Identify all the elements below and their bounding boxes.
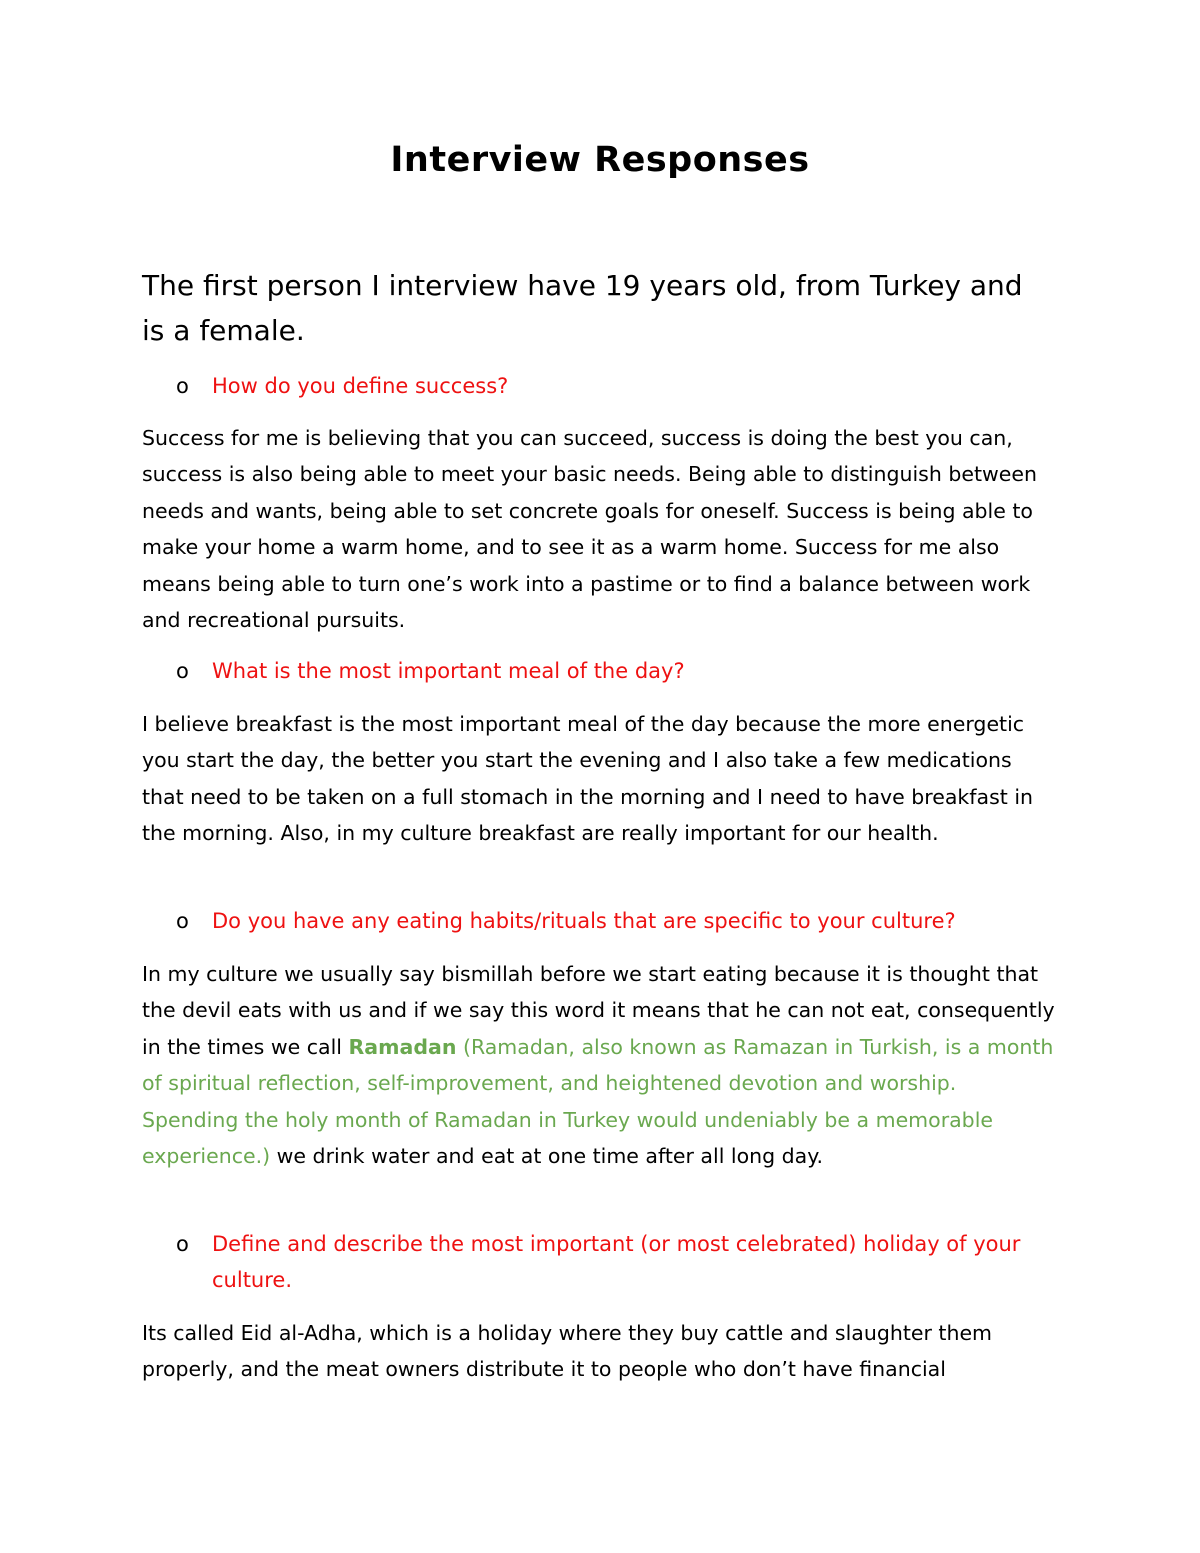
question-text: How do you define success? [212,374,509,398]
answer-paragraph: I believe breakfast is the most important meal of the day because the more energetic you start the day, the better you start the evening and I also take a few medications that need to be taken on a full stomach in the morning and I need to have breakfast in the morning. Also, in my culture breakfast are really important for our health. [142,712,1034,846]
bullet-circle-icon: o [176,659,189,683]
answer-text-continued: we drink water and eat at one time after all long day. [270,1144,823,1169]
bullet-circle-icon: o [176,374,189,398]
answer-text: In my culture we usually say bismillah before we start eating because it is thought that the devil eats with us and if we say this word it means that he can not eat, consequently in the times we call [142,962,1055,1059]
intro-paragraph: The first person I interview have 19 years old, from Turkey and is a female. [142,269,1023,347]
answer-paragraph: Its called Eid al-Adha, which is a holiday where they buy cattle and slaughter them properly, and the meat owners distribute it to people who don’t have financial [142,1321,993,1382]
bullet-circle-icon: o [176,909,189,933]
ramadan-note: (Ramadan, also known as Ramazan in Turkish, is a month of spiritual reflection, self-improvement, and heightened devotion and worship. Spending the holy month of Ramadan in Turkey would undeniably be a memorable experience.) [142,1034,1054,1169]
question-item [176,368,1072,404]
question-item [176,903,1072,939]
answer-paragraph: Success for me is believing that you can succeed, success is doing the best you can, success is also being able to meet your basic needs. Being able to distinguish between needs and wants, being able to set concrete goals for oneself. Success is being able to make your home a warm home, and to see it as a warm home. Success for me also means being able to turn one’s work into a pastime or to find a balance between work and recreational pursuits. [142,426,1038,633]
answer-paragraph [142,956,1057,1174]
ramadan-highlight: Ramadan [348,1034,457,1059]
question-item [176,1226,1072,1298]
question-text: Define and describe the most important (or most celebrated) holiday of your culture. [212,1232,1021,1292]
question-text: What is the most important meal of the day? [212,659,685,683]
bullet-circle-icon: o [176,1232,189,1256]
question-text: Do you have any eating habits/rituals that are specific to your culture? [212,909,956,933]
question-item [176,653,1072,689]
page-title: Interview Responses [390,140,810,180]
